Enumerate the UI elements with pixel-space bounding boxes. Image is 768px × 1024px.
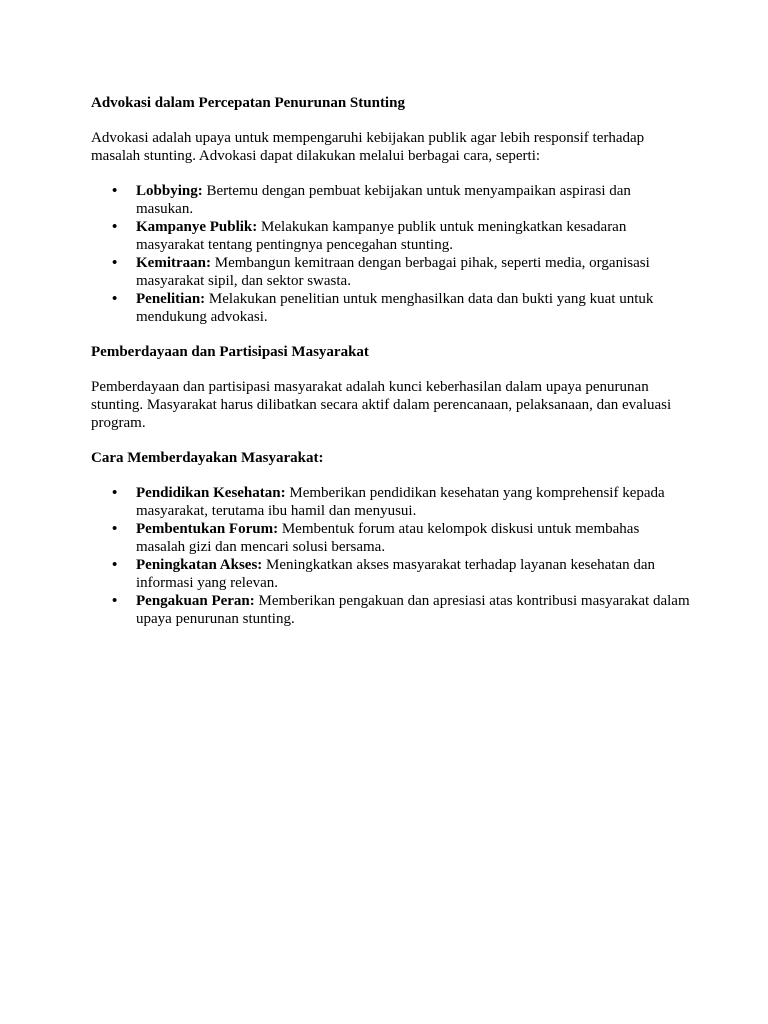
paragraph-pemberdayaan-intro: Pemberdayaan dan partisipasi masyarakat adalah kunci keberhasilan dalam upaya penurunan stunting. Masyarakat harus dilibatkan secara aktif dalam perencanaan, pelaksanaan, dan evaluasi program. — [91, 379, 672, 431]
heading-pemberdayaan: Pemberdayaan dan Partisipasi Masyarakat — [91, 344, 369, 360]
list-item-text: Memberikan pendidikan kesehatan yang komprehensif kepada masyarakat, terutama ibu hamil dan menyusui. — [136, 485, 665, 519]
list-item — [91, 520, 691, 556]
list-item — [91, 556, 691, 592]
list-cara — [91, 484, 691, 628]
list-item — [91, 182, 691, 218]
list-item-term: Pendidikan Kesehatan: — [136, 485, 286, 501]
list-item-text: Melakukan kampanye publik untuk meningkatkan kesadaran masyarakat tentang pentingnya pencegahan stunting. — [136, 219, 627, 253]
bullet-icon: • — [112, 219, 118, 235]
list-item-text: Bertemu dengan pembuat kebijakan untuk menyampaikan aspirasi dan masukan. — [136, 183, 631, 217]
bullet-icon: • — [112, 557, 118, 573]
bullet-icon: • — [112, 593, 118, 609]
heading-advokasi: Advokasi dalam Percepatan Penurunan Stunting — [91, 95, 405, 111]
list-item — [91, 592, 691, 628]
list-item-text: Memberikan pengakuan dan apresiasi atas kontribusi masyarakat dalam upaya penurunan stunting. — [136, 593, 690, 627]
bullet-icon: • — [112, 255, 118, 271]
list-item-term: Kemitraan: — [136, 255, 211, 271]
list-item-term: Lobbying: — [136, 183, 203, 199]
list-item-term: Kampanye Publik: — [136, 219, 258, 235]
list-item-term: Pembentukan Forum: — [136, 521, 279, 537]
list-item-text: Membangun kemitraan dengan berbagai pihak, seperti media, organisasi masyarakat sipil, dan sektor swasta. — [136, 255, 650, 289]
list-item-term: Pengakuan Peran: — [136, 593, 255, 609]
list-item — [91, 484, 691, 520]
list-item-text: Meningkatkan akses masyarakat terhadap layanan kesehatan dan informasi yang relevan. — [136, 557, 656, 591]
bullet-icon: • — [112, 183, 118, 199]
bullet-icon: • — [112, 485, 118, 501]
list-item — [91, 290, 691, 326]
heading-cara: Cara Memberdayakan Masyarakat: — [91, 450, 324, 466]
bullet-icon: • — [112, 521, 118, 537]
list-item — [91, 218, 691, 254]
list-item — [91, 254, 691, 290]
paragraph-advokasi-intro: Advokasi adalah upaya untuk mempengaruhi kebijakan publik agar lebih responsif terhadap masalah stunting. Advokasi dapat dilakukan melalui berbagai cara, seperti: — [91, 130, 645, 164]
list-advokasi — [91, 182, 691, 326]
list-item-text: Membentuk forum atau kelompok diskusi untuk membahas masalah gizi dan mencari solusi bersama. — [136, 521, 640, 555]
document-page — [91, 94, 691, 628]
list-item-text: Melakukan penelitian untuk menghasilkan data dan bukti yang kuat untuk mendukung advokasi. — [136, 291, 654, 325]
bullet-icon: • — [112, 291, 118, 307]
list-item-term: Peningkatan Akses: — [136, 557, 263, 573]
list-item-term: Penelitian: — [136, 291, 206, 307]
